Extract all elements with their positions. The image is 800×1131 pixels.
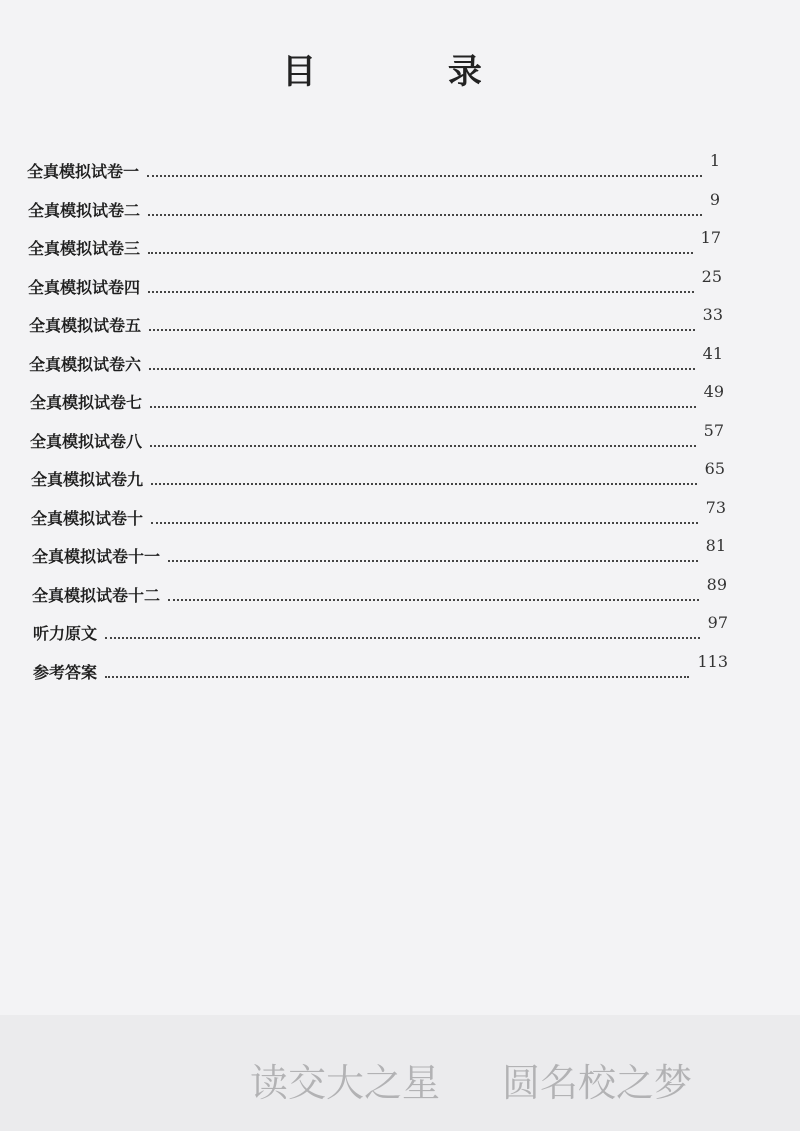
toc-entry[interactable] — [30, 382, 724, 413]
toc-page-number: 81 — [705, 536, 726, 555]
toc-dot-leader — [149, 329, 695, 331]
toc-entry[interactable] — [30, 421, 724, 452]
toc-entry[interactable] — [32, 575, 727, 606]
toc-entry-label: 全真模拟试卷十 — [31, 509, 144, 528]
toc-page-number: 41 — [702, 344, 723, 363]
toc-entry-label: 全真模拟试卷一 — [27, 162, 140, 181]
toc-page-number: 49 — [703, 382, 724, 401]
toc-entry[interactable] — [28, 267, 722, 298]
toc-dot-leader — [150, 445, 696, 447]
toc-page-number: 1 — [709, 151, 720, 170]
toc-dot-leader — [149, 368, 695, 370]
toc-entry-label: 全真模拟试卷三 — [28, 239, 141, 258]
toc-dot-leader — [105, 676, 689, 678]
toc-dot-leader — [151, 483, 697, 485]
toc-page-number: 57 — [703, 421, 724, 440]
toc-page-number: 89 — [706, 575, 727, 594]
toc-entry[interactable] — [29, 344, 723, 375]
toc-entry[interactable] — [31, 498, 726, 529]
toc-dot-leader — [148, 291, 694, 293]
toc-dot-leader — [105, 637, 700, 639]
toc-entry-label: 全真模拟试卷九 — [31, 470, 144, 489]
toc-entry[interactable] — [28, 228, 721, 259]
toc-dot-leader — [147, 175, 702, 177]
toc-entry-label: 全真模拟试卷二 — [28, 201, 141, 220]
toc-entry[interactable] — [27, 151, 720, 182]
footer-slogan-right: 圆名校之梦 — [502, 1061, 693, 1105]
toc-entry[interactable] — [31, 459, 725, 490]
toc-dot-leader — [168, 560, 698, 562]
toc-entry[interactable] — [32, 536, 726, 567]
toc-page-number: 33 — [702, 305, 723, 324]
toc-page-number: 17 — [700, 228, 721, 247]
toc-entry-label: 全真模拟试卷六 — [29, 355, 142, 374]
toc-entry-label: 全真模拟试卷七 — [30, 393, 143, 412]
toc-entry-label: 参考答案 — [33, 663, 98, 682]
toc-dot-leader — [148, 252, 693, 254]
toc-dot-leader — [150, 406, 696, 408]
toc-dot-leader — [148, 214, 702, 216]
toc-page-number: 113 — [697, 652, 728, 671]
toc-entry-label: 全真模拟试卷十一 — [32, 547, 161, 566]
toc-entry-label: 全真模拟试卷八 — [30, 432, 143, 451]
toc-page-number: 25 — [701, 267, 722, 286]
toc-entry-label: 全真模拟试卷五 — [29, 316, 142, 335]
toc-dot-leader — [151, 522, 698, 524]
page-title: 目 录 — [282, 52, 542, 92]
toc-page-number: 9 — [709, 190, 720, 209]
toc-dot-leader — [168, 599, 699, 601]
toc-page-number: 97 — [707, 613, 728, 632]
toc-page-number: 73 — [705, 498, 726, 517]
toc-entry-label: 听力原文 — [33, 624, 98, 643]
toc-entry[interactable] — [33, 652, 728, 683]
toc-entry[interactable] — [29, 305, 723, 336]
toc-entry-label: 全真模拟试卷十二 — [32, 586, 161, 605]
toc-page-number: 65 — [704, 459, 725, 478]
toc-entry[interactable] — [28, 190, 720, 221]
toc-entry-label: 全真模拟试卷四 — [28, 278, 141, 297]
footer-slogan-left: 读交大之星 — [250, 1061, 441, 1105]
toc-entry[interactable] — [33, 613, 728, 644]
